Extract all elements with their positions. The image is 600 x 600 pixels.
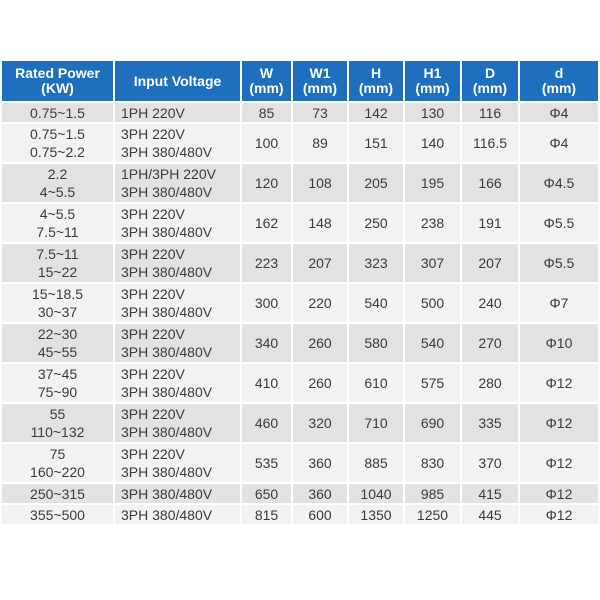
table-row xyxy=(2,124,598,164)
cell-rated-power-line: 75 xyxy=(49,446,66,462)
cell-w: 460 xyxy=(242,404,293,444)
cell-rated-power-line: 4~5.5 xyxy=(39,184,76,200)
header-w: W (mm) xyxy=(242,61,293,103)
cell-h: 250 xyxy=(349,204,405,244)
cell-input-voltage-line: 3PH 220V xyxy=(121,246,185,262)
cell-input-voltage xyxy=(115,484,242,505)
cell-rated-power xyxy=(2,164,115,204)
cell-rated-power-line: 7.5~11 xyxy=(36,224,79,240)
cell-rated-power-line: 4~5.5 xyxy=(39,206,76,222)
cell-rated-power-line: 55 xyxy=(49,406,66,422)
cell-d: 116 xyxy=(462,103,520,124)
cell-input-voltage-line: 3PH 220V xyxy=(121,326,185,342)
cell-d: 415 xyxy=(462,484,520,505)
table-row xyxy=(2,244,598,284)
table-row xyxy=(2,444,598,484)
cell-d-small: Φ10 xyxy=(520,324,598,364)
cell-h: 142 xyxy=(349,103,405,124)
cell-w1: 73 xyxy=(293,103,349,124)
cell-rated-power-line: 7.5~11 xyxy=(36,246,79,262)
cell-w1: 260 xyxy=(293,324,349,364)
table-header-row xyxy=(2,61,598,103)
cell-d-small: Φ4 xyxy=(520,103,598,124)
cell-h: 580 xyxy=(349,324,405,364)
cell-input-voltage xyxy=(115,103,242,124)
cell-w1: 148 xyxy=(293,204,349,244)
cell-w: 120 xyxy=(242,164,293,204)
table-body xyxy=(2,103,598,526)
table-row xyxy=(2,103,598,124)
cell-h1: 238 xyxy=(405,204,462,244)
cell-w1: 360 xyxy=(293,444,349,484)
cell-w: 340 xyxy=(242,324,293,364)
cell-input-voltage xyxy=(115,505,242,526)
cell-d-small: Φ12 xyxy=(520,404,598,444)
cell-d: 335 xyxy=(462,404,520,444)
cell-rated-power xyxy=(2,103,115,124)
cell-rated-power xyxy=(2,484,115,505)
cell-h: 151 xyxy=(349,124,405,164)
cell-input-voltage xyxy=(115,124,242,164)
cell-w: 223 xyxy=(242,244,293,284)
cell-input-voltage-line: 3PH 220V xyxy=(121,206,185,222)
cell-d: 270 xyxy=(462,324,520,364)
cell-rated-power-line: 110~132 xyxy=(30,424,85,440)
cell-rated-power-line: 250~315 xyxy=(30,485,85,502)
cell-input-voltage-line: 1PH 220V xyxy=(121,104,185,121)
header-rated-power: Rated Power (KW) xyxy=(2,61,115,103)
cell-w: 100 xyxy=(242,124,293,164)
cell-d: 166 xyxy=(462,164,520,204)
cell-rated-power-line: 15~18.5 xyxy=(32,286,83,302)
cell-h1: 130 xyxy=(405,103,462,124)
cell-h1: 575 xyxy=(405,364,462,404)
cell-h: 1040 xyxy=(349,484,405,505)
cell-rated-power-line: 45~55 xyxy=(37,344,78,360)
cell-d: 116.5 xyxy=(462,124,520,164)
cell-rated-power-line: 75~90 xyxy=(37,384,78,400)
cell-rated-power xyxy=(2,124,115,164)
cell-input-voltage xyxy=(115,284,242,324)
cell-w1: 207 xyxy=(293,244,349,284)
cell-d-small: Φ7 xyxy=(520,284,598,324)
cell-d: 240 xyxy=(462,284,520,324)
table-row xyxy=(2,364,598,404)
header-h: H (mm) xyxy=(349,61,405,103)
cell-w: 650 xyxy=(242,484,293,505)
cell-w: 535 xyxy=(242,444,293,484)
cell-input-voltage-line: 3PH 220V xyxy=(121,286,185,302)
cell-w1: 220 xyxy=(293,284,349,324)
cell-input-voltage-line: 3PH 220V xyxy=(121,406,185,422)
cell-input-voltage-line: 3PH 380/480V xyxy=(121,224,213,240)
cell-w: 410 xyxy=(242,364,293,404)
table-row xyxy=(2,204,598,244)
cell-input-voltage-line: 3PH 380/480V xyxy=(121,424,213,440)
cell-rated-power-line: 37~45 xyxy=(37,366,78,382)
header-w1: W1 (mm) xyxy=(293,61,349,103)
cell-h: 323 xyxy=(349,244,405,284)
cell-input-voltage-line: 3PH 380/480V xyxy=(121,506,213,523)
cell-input-voltage xyxy=(115,204,242,244)
cell-input-voltage xyxy=(115,324,242,364)
cell-w: 85 xyxy=(242,103,293,124)
header-d-small: d (mm) xyxy=(520,61,598,103)
cell-rated-power-line: 160~220 xyxy=(30,464,85,480)
cell-h1: 830 xyxy=(405,444,462,484)
cell-input-voltage-line: 3PH 220V xyxy=(121,126,185,142)
cell-h1: 195 xyxy=(405,164,462,204)
cell-rated-power-line: 0.75~1.5 xyxy=(30,104,85,121)
cell-input-voltage-line: 3PH 220V xyxy=(121,366,185,382)
cell-input-voltage-line: 3PH 380/480V xyxy=(121,184,213,200)
cell-rated-power xyxy=(2,244,115,284)
table-row xyxy=(2,324,598,364)
cell-d-small: Φ5.5 xyxy=(520,204,598,244)
cell-h: 205 xyxy=(349,164,405,204)
cell-input-voltage xyxy=(115,444,242,484)
table-row xyxy=(2,284,598,324)
cell-w: 300 xyxy=(242,284,293,324)
cell-d-small: Φ12 xyxy=(520,364,598,404)
cell-rated-power xyxy=(2,505,115,526)
table-row xyxy=(2,484,598,505)
cell-rated-power xyxy=(2,204,115,244)
cell-w: 815 xyxy=(242,505,293,526)
cell-h: 885 xyxy=(349,444,405,484)
cell-d: 370 xyxy=(462,444,520,484)
cell-input-voltage-line: 3PH 380/480V xyxy=(121,304,213,320)
cell-d-small: Φ5.5 xyxy=(520,244,598,284)
cell-rated-power xyxy=(2,284,115,324)
cell-input-voltage-line: 3PH 380/480V xyxy=(121,144,213,160)
cell-d-small: Φ12 xyxy=(520,484,598,505)
header-h1: H1 (mm) xyxy=(405,61,462,103)
cell-input-voltage xyxy=(115,164,242,204)
cell-h: 1350 xyxy=(349,505,405,526)
cell-input-voltage-line: 3PH 220V xyxy=(121,446,185,462)
cell-rated-power-line: 2.2 xyxy=(47,166,68,182)
cell-w1: 108 xyxy=(293,164,349,204)
cell-w1: 260 xyxy=(293,364,349,404)
cell-rated-power-line: 0.75~2.2 xyxy=(30,144,85,160)
cell-d: 207 xyxy=(462,244,520,284)
cell-input-voltage-line: 3PH 380/480V xyxy=(121,384,213,400)
cell-rated-power xyxy=(2,404,115,444)
cell-input-voltage-line: 3PH 380/480V xyxy=(121,485,213,502)
cell-h1: 540 xyxy=(405,324,462,364)
cell-input-voltage-line: 3PH 380/480V xyxy=(121,264,213,280)
header-d: D (mm) xyxy=(462,61,520,103)
cell-d: 191 xyxy=(462,204,520,244)
cell-d-small: Φ12 xyxy=(520,444,598,484)
cell-h1: 140 xyxy=(405,124,462,164)
cell-input-voltage-line: 3PH 380/480V xyxy=(121,344,213,360)
cell-rated-power-line: 355~500 xyxy=(30,506,85,523)
cell-w1: 320 xyxy=(293,404,349,444)
cell-h1: 1250 xyxy=(405,505,462,526)
cell-h1: 500 xyxy=(405,284,462,324)
cell-rated-power-line: 30~37 xyxy=(37,304,78,320)
table-row xyxy=(2,164,598,204)
cell-h: 710 xyxy=(349,404,405,444)
cell-rated-power xyxy=(2,364,115,404)
header-input-voltage: Input Voltage xyxy=(115,61,242,103)
cell-d-small: Φ12 xyxy=(520,505,598,526)
cell-d: 280 xyxy=(462,364,520,404)
cell-rated-power-line: 22~30 xyxy=(37,326,78,342)
cell-h1: 985 xyxy=(405,484,462,505)
table-row xyxy=(2,505,598,526)
cell-h: 540 xyxy=(349,284,405,324)
cell-input-voltage xyxy=(115,244,242,284)
cell-input-voltage xyxy=(115,364,242,404)
cell-h1: 307 xyxy=(405,244,462,284)
cell-rated-power xyxy=(2,444,115,484)
table-row xyxy=(2,404,598,444)
cell-h: 610 xyxy=(349,364,405,404)
cell-w1: 360 xyxy=(293,484,349,505)
cell-w1: 600 xyxy=(293,505,349,526)
cell-rated-power-line: 15~22 xyxy=(37,264,78,280)
dimension-spec-table xyxy=(2,61,598,526)
cell-w: 162 xyxy=(242,204,293,244)
cell-w1: 89 xyxy=(293,124,349,164)
cell-rated-power-line: 0.75~1.5 xyxy=(30,126,85,142)
cell-d: 445 xyxy=(462,505,520,526)
cell-input-voltage-line: 1PH/3PH 220V xyxy=(121,166,216,182)
cell-rated-power xyxy=(2,324,115,364)
cell-input-voltage-line: 3PH 380/480V xyxy=(121,464,213,480)
cell-d-small: Φ4 xyxy=(520,124,598,164)
cell-input-voltage xyxy=(115,404,242,444)
cell-d-small: Φ4.5 xyxy=(520,164,598,204)
cell-h1: 690 xyxy=(405,404,462,444)
